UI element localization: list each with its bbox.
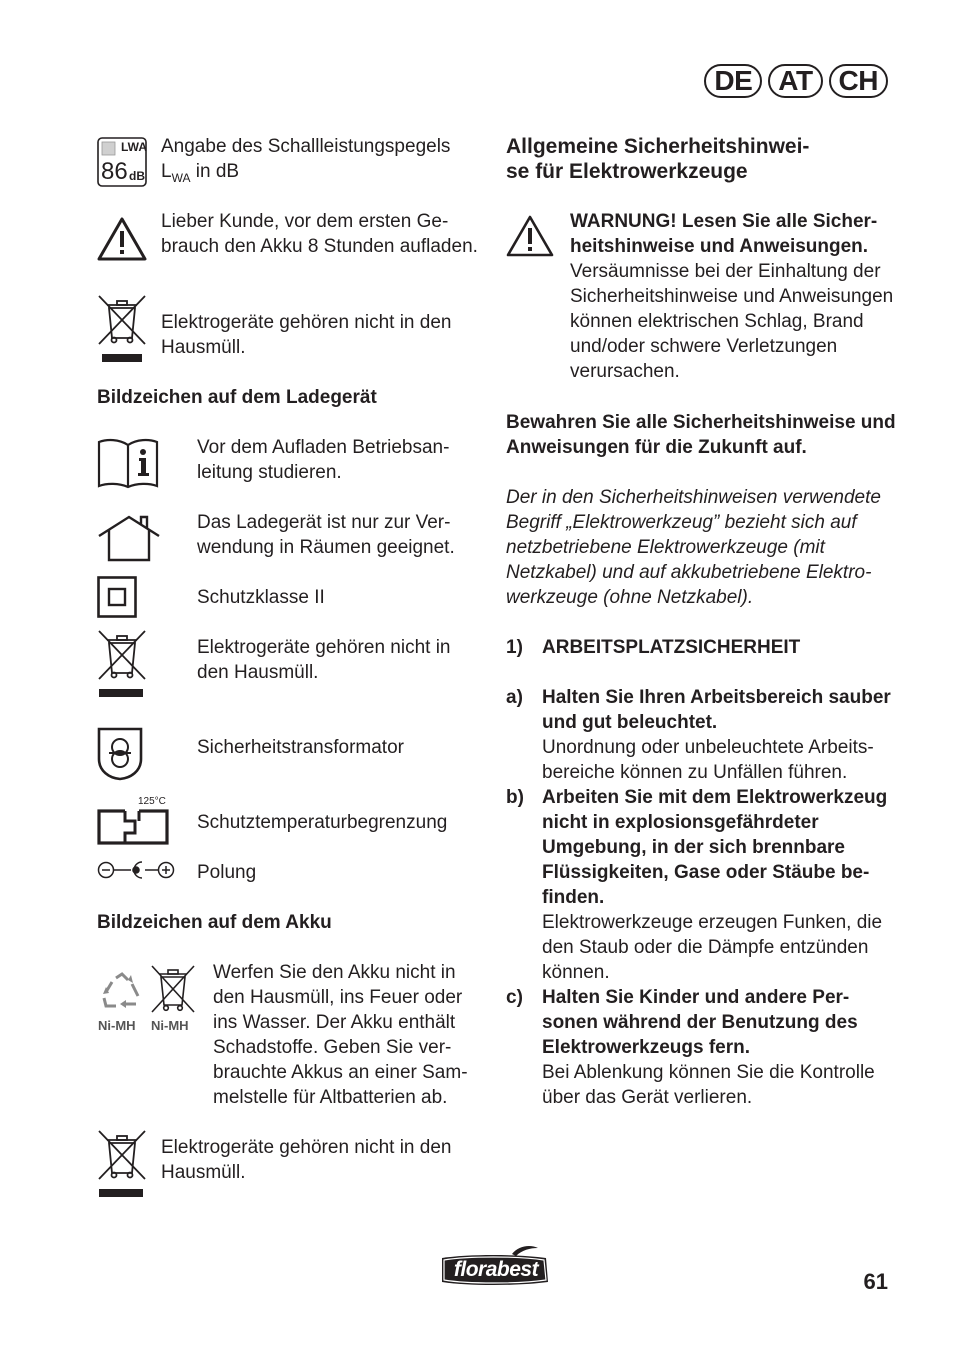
item-c-text: Bei Ablenkung können Sie die Kontrolle über das Gerät verlieren. (542, 1062, 875, 1108)
weee-notice-3: Elektrogeräte gehören nicht in den Hausmüll. (161, 1137, 452, 1183)
sound-text-sub: WA (171, 170, 191, 185)
safety-heading (506, 134, 898, 184)
sound-icon-lwa: LWA (121, 140, 147, 154)
item-label-b: b) (506, 787, 524, 808)
item-b-bold: Arbeiten Sie mit dem Elektrowerkzeug nicht in explosionsgefährdeter Umgebung, in der sich brennbare Flüssigkeiten, Gase oder Stäube befinden. (542, 787, 888, 908)
thermal-cutout-icon (97, 809, 171, 852)
lang-badge-ch: CH (829, 64, 888, 98)
indoor-description: Das Ladegerät ist nur zur Verwendung in Räumen geeignet. (197, 512, 455, 558)
warning-block (570, 209, 894, 384)
polarity-icon (97, 860, 175, 887)
term-definition-text: Der in den Sicherheitshinweisen verwendete Begriff „Elektrowerkzeug” bezieht sich auf netzbetriebene Elektrowerkzeuge (mit Netzkabel) und auf akkubetriebene Elektrowerkzeuge (ohne Netzkabel). (506, 487, 881, 608)
sound-text-unit: in dB (190, 161, 240, 182)
sound-power-description (161, 134, 481, 191)
weee-notice-1: Elektrogeräte gehören nicht in den Hausmüll. (161, 312, 452, 358)
language-badges (704, 64, 888, 98)
item-a (542, 685, 892, 785)
crossed-bin-icon (97, 294, 147, 371)
crossed-bin-icon (150, 964, 196, 1023)
battery-symbols-heading: Bildzeichen auf dem Akku (97, 912, 332, 933)
indoor-use-icon (97, 514, 161, 569)
warning-triangle-icon (97, 216, 147, 269)
item-a-text: Unordnung oder unbeleuchtete Arbeitsbereiche können zu Unfällen führen. (542, 737, 874, 783)
protection-class-text: Schutzklasse II (197, 587, 325, 608)
nimh-label-recycle: Ni-MH (98, 1018, 136, 1033)
item-a-bold: Halten Sie Ihren Arbeitsbereich sauber und gut beleuchtet. (542, 687, 891, 733)
lang-badge-de: DE (704, 64, 762, 98)
item-label-a: a) (506, 687, 523, 708)
crossed-bin-icon (97, 1129, 147, 1206)
warning-bold-text: WARNUNG! Lesen Sie alle Sicherheitshinweise und Anweisungen. (570, 211, 878, 257)
sound-text-l: L (161, 161, 172, 182)
item-b (542, 785, 892, 985)
page-number: 61 (863, 1269, 888, 1294)
transformer-description: Sicherheitstransformator (197, 737, 404, 758)
protection-class-ii-icon (97, 576, 137, 625)
manual-description: Vor dem Aufladen Betriebsanleitung studieren. (197, 437, 450, 483)
battery-disposal-text: Werfen Sie den Akku nicht in den Hausmüll, ins Feuer oder ins Wasser. Der Akku enthält Schadstoffe. Geben Sie verbrauchte Akkus an einer Sammelstelle für Altbatterien ab. (213, 962, 468, 1108)
lang-badge-at: AT (768, 64, 822, 98)
safety-heading-line2: se für Elektrowerkzeuge (506, 160, 748, 183)
warning-body-text: Versäumnisse bei der Einhaltung der Sicherheitshinweise und Anweisungen können elektrischen Schlag, Brand und/oder schwere Verletzungen verursachen. (570, 261, 894, 382)
sound-power-icon (97, 137, 147, 187)
section-number: 1) (506, 637, 523, 658)
sound-text-line1: Angabe des Schallleistungspegels (161, 136, 451, 157)
first-use-notice: Lieber Kunde, vor dem ersten Gebrauch den Akku 8 Stunden aufladen. (161, 211, 478, 257)
thermal-icon-label: 125°C (138, 796, 166, 807)
item-c (542, 985, 892, 1110)
section-title: ARBEITSPLATZSICHERHEIT (542, 637, 801, 658)
logo-text: florabest (453, 1258, 539, 1281)
read-manual-icon (97, 437, 159, 496)
item-b-text: Elektrowerkzeuge erzeugen Funken, die den Staub oder die Dämpfe entzünden können. (542, 912, 883, 983)
safety-transformer-icon (97, 727, 143, 788)
warning-triangle-icon (506, 214, 554, 265)
sound-icon-unit: dB (129, 169, 145, 183)
florabest-logo (438, 1244, 552, 1295)
thermal-description: Schutztemperaturbegrenzung (197, 812, 448, 833)
sound-icon-value: 86 (101, 158, 128, 185)
crossed-bin-icon (97, 629, 147, 706)
nimh-label-bin: Ni-MH (151, 1018, 189, 1033)
polarity-text: Polung (197, 862, 257, 883)
charger-symbols-heading: Bildzeichen auf dem Ladegerät (97, 387, 377, 408)
item-c-bold: Halten Sie Kinder und andere Personen während der Benutzung des Elektrowerkzeugs fern. (542, 987, 858, 1058)
weee-notice-2: Elektrogeräte gehören nicht in den Hausmüll. (197, 637, 451, 683)
keep-instructions-text: Bewahren Sie alle Sicherheitshinweise und Anweisungen für die Zukunft auf. (506, 412, 896, 458)
item-label-c: c) (506, 987, 523, 1008)
safety-heading-line1: Allgemeine Sicherheitshinwei- (506, 135, 810, 158)
recycling-icon (100, 972, 144, 1021)
